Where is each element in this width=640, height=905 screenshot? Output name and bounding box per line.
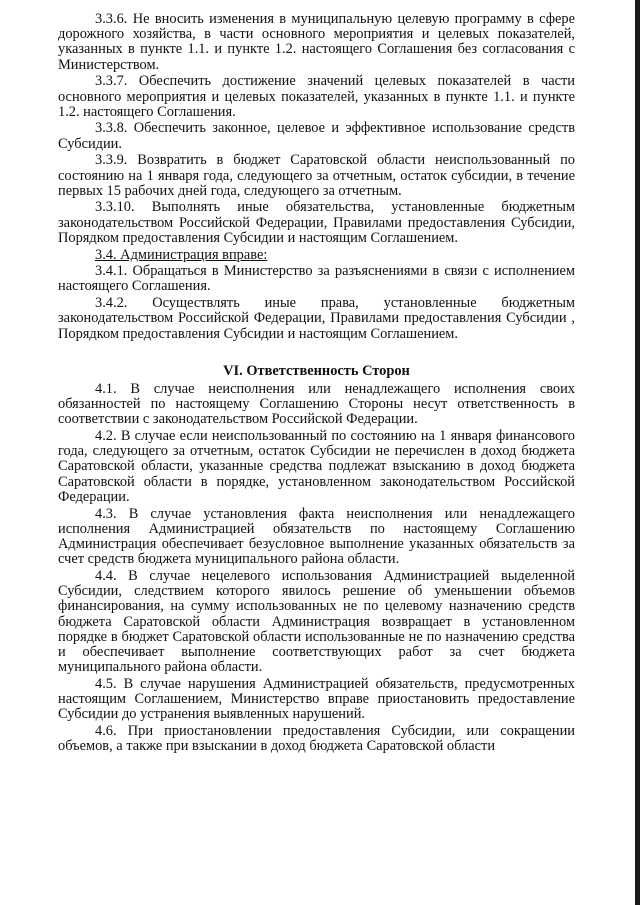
paragraph-4-2: 4.2. В случае если неиспользованный по состоянию на 1 января финансового года, следующего за отчетным, остаток Субсидии не перечислен в доход бюджета Саратовской области, указанные средства подлежат взысканию в доход бюджета Саратовской области в порядке, установленном законодательством Российской Федерации. [58,428,575,505]
paragraph-4-5: 4.5. В случае нарушения Администрацией обязательств, предусмотренных настоящим Соглашением, Министерство вправе приостановить предоставление Субсидии до устранения выявленных нарушений. [58,675,575,723]
paragraph-3-3-7: 3.3.7. Обеспечить достижение значений целевых показателей в части основного мероприятия и целевых показателей, указанных в пункте 1.1. и пункте 1.2. настоящего Соглашения. [58,73,575,120]
paragraph-3-4-2: 3.4.2. Осуществлять иные права, установленные бюджетным законодательством Российской Федерации, Правилами предоставления Субсидии , Порядком предоставления Субсидии и настоящим Соглашением. [58,295,575,342]
paragraph-4-1: 4.1. В случае неисполнения или ненадлежащего исполнения своих обязанностей по настоящему Соглашению Стороны несут ответственность в соответствии с законодательством Российской Федерации. [58,380,575,428]
paragraph-3-4-1: 3.4.1. Обращаться в Министерство за разъяснениями в связи с исполнением настоящего Соглашения. [58,263,575,295]
section-3-4-title: 3.4. Администрация вправе: [95,246,268,263]
section-6-heading: VI. Ответственность Сторон [223,362,410,379]
paragraph-3-3-10: 3.3.10. Выполнять иные обязательства, установленные бюджетным законодательством Российской Федерации, Правилами предоставления Субсидии, Порядком предоставления Субсидии и настоящим Соглашением. [58,199,575,246]
paragraph-4-6: 4.6. При приостановлении предоставления Субсидии, или сокращении объемов, а также при взыскании в доход бюджета Саратовской области [58,722,575,755]
section-3-4-title-line [58,248,575,263]
document-body [58,12,575,756]
paragraph-4-4: 4.4. В случае нецелевого использования Администрацией выделенной Субсидии, следствием которого явилось решение об уменьшении объемов финансирования, на сумму использованных не по целевому назначению средств бюджета Саратовской области Администрация возвращает в установленном порядке в бюджет Саратовской области использованные не по назначению средства и обеспечивает выполнение соответствующих работ за счет бюджета муниципального района области. [58,567,575,676]
paragraph-3-3-8: 3.3.8. Обеспечить законное, целевое и эффективное использование средств Субсидии. [58,120,575,152]
paragraph-3-3-6: 3.3.6. Не вносить изменения в муниципальную целевую программу в сфере дорожного хозяйства, в части основного мероприятия и целевых показателей, указанных в пункте 1.1. и пункте 1.2. настоящего Соглашения без согласования с Министерством. [58,11,575,73]
scan-edge-border [635,0,640,905]
paragraph-4-3: 4.3. В случае установления факта неисполнения или ненадлежащего исполнения Администрацией обязательств по настоящему Соглашению Администрация обеспечивает безусловное выполнение указанных обязательств за счет средств бюджета муниципального района области. [58,505,575,568]
paragraph-3-3-9: 3.3.9. Возвратить в бюджет Саратовской области неиспользованный по состоянию на 1 января года, следующего за отчетным, остаток субсидии, в течение первых 15 рабочих дней года, следующего за отчетным. [58,152,575,199]
